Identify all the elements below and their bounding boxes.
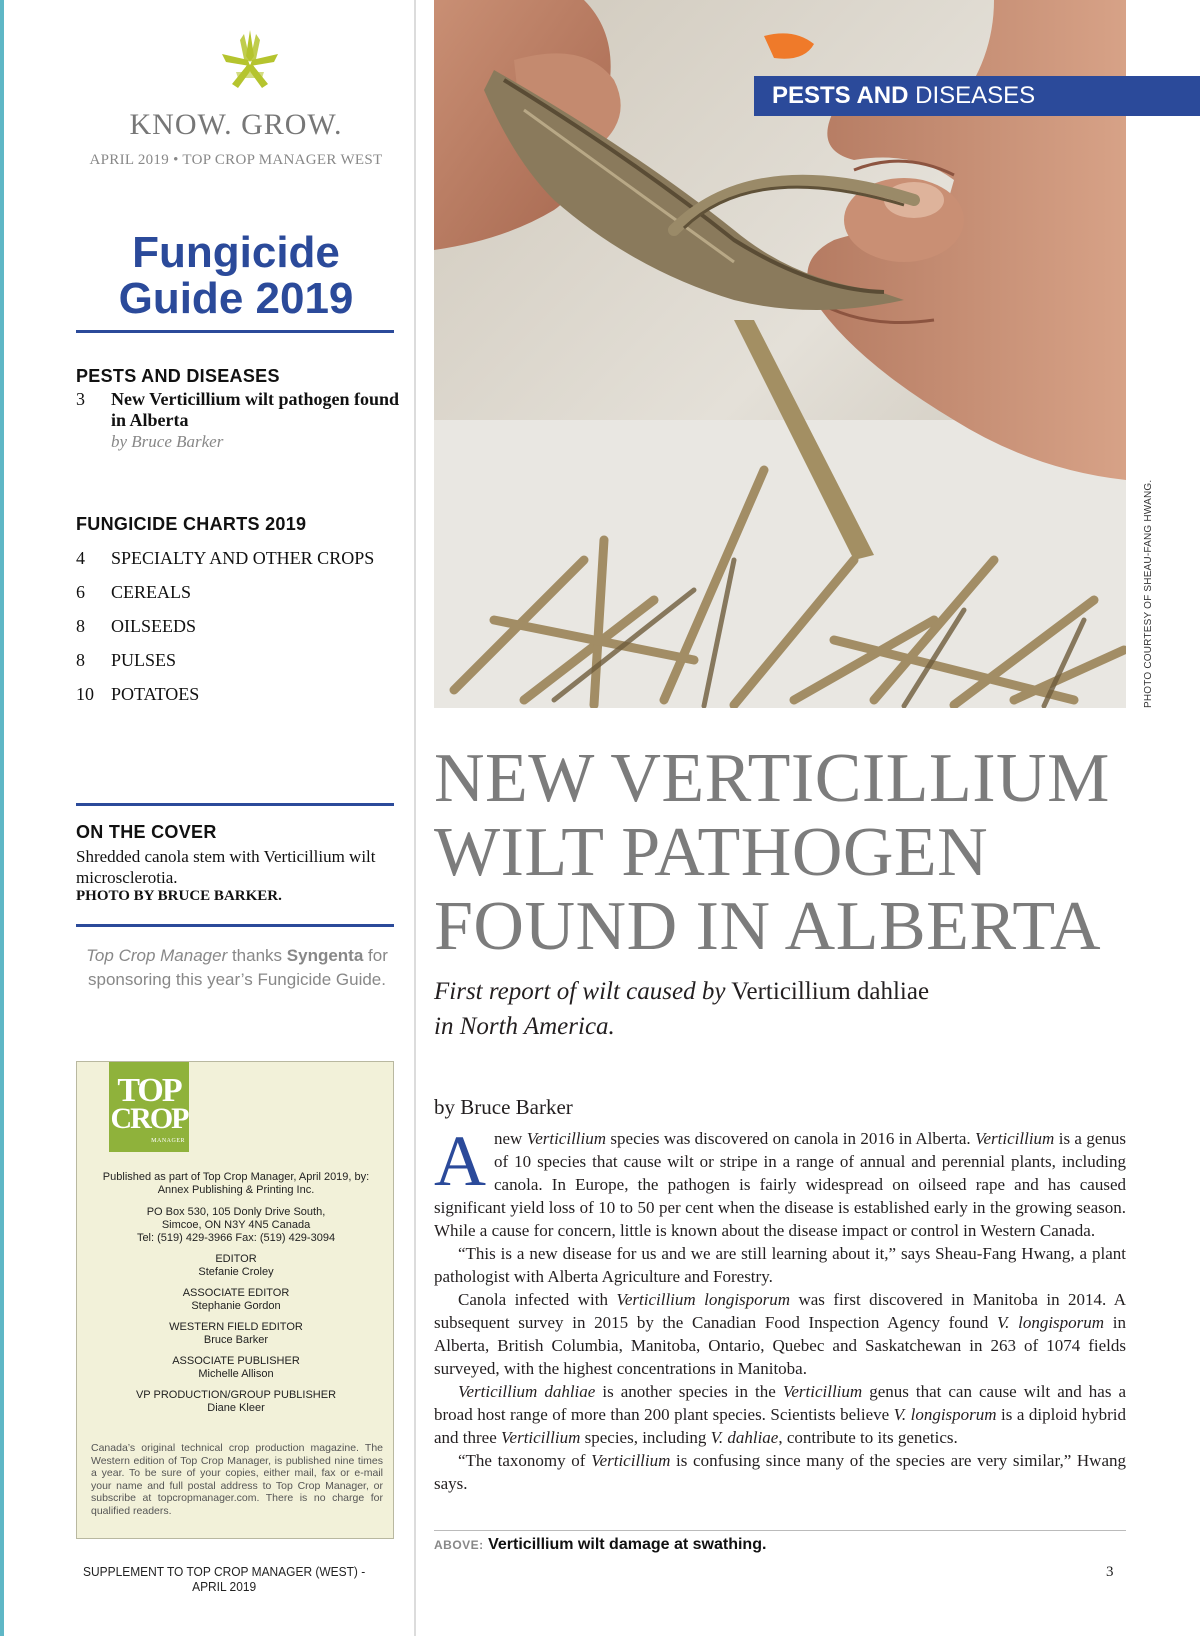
caption-text: Verticillium wilt damage at swathing. (483, 1536, 767, 1553)
staff-name: Stefanie Croley (198, 1266, 274, 1278)
p1-text-2: species was discovered on canola in 2016 in Alberta. (606, 1129, 976, 1148)
p4-text-5: , contribute to its genetics. (778, 1428, 958, 1447)
p1-text-1: new (494, 1129, 527, 1148)
wheat-star-logo-icon (214, 26, 286, 98)
p4-italic-1: Verticillium dahliae (458, 1382, 596, 1401)
p4-italic-3: V. longisporum (893, 1405, 997, 1424)
toc-page-number: 10 (76, 684, 94, 704)
toc-page-number: 8 (76, 616, 85, 636)
headline-line-3: FOUND IN ALBERTA (434, 888, 1102, 965)
caption-rule (434, 1530, 1126, 1531)
toc-chart-label: OILSEEDS (111, 616, 196, 636)
staff-role: ASSOCIATE PUBLISHER (172, 1355, 300, 1367)
caption-label: ABOVE: (434, 1538, 484, 1552)
p5-italic-1: Verticillium (591, 1451, 671, 1470)
guide-title-line2: Guide 2019 (118, 274, 354, 323)
staff-role: WESTERN FIELD EDITOR (169, 1321, 303, 1333)
page-number: 3 (1106, 1564, 1114, 1580)
p4-text-2: genus that can cause wilt and has a broad host range of more than 200 plant species. Scientists believe (434, 1382, 1126, 1424)
p4-text-1: is another species in the (595, 1382, 783, 1401)
deck-part-b: Verticillium dahliae (725, 978, 930, 1005)
headline-line-2: WILT PATHOGEN (434, 814, 989, 891)
p4-italic-4: Verticillium (501, 1428, 581, 1447)
section-tag-bold: PESTS AND (772, 82, 909, 109)
thanks-magazine: Top Crop Manager (86, 946, 228, 965)
p4-text-3: is a diploid hybrid and three (434, 1405, 1126, 1447)
deck-part-a: First report of wilt caused by (434, 978, 726, 1005)
sponsor-thanks (76, 944, 398, 992)
staff-name: Bruce Barker (203, 1334, 269, 1346)
toc-page-number: 4 (76, 548, 85, 568)
logo-crop: CROP (110, 1102, 188, 1135)
staff-entry (87, 1389, 385, 1415)
article-byline: by Bruce Barker (434, 1095, 573, 1119)
deck-part-c: in North America. (434, 1013, 615, 1040)
paragraph-2: “This is a new disease for us and we are still learning about it,” says Sheau-Fang Hwang, a plant pathologist with Alberta Agriculture and Forestry. (434, 1244, 1126, 1286)
staff-role: VP PRODUCTION/GROUP PUBLISHER (135, 1389, 337, 1401)
cover-credit: PHOTO BY BRUCE BARKER. (76, 888, 282, 904)
cover-rule-top (76, 803, 394, 806)
staff-name: Stephanie Gordon (191, 1300, 281, 1312)
masthead-box (76, 1061, 394, 1539)
pests-heading: PESTS AND DISEASES (76, 366, 280, 386)
staff-entry (87, 1355, 385, 1381)
paragraph-1 (434, 1121, 1127, 1242)
tagline: KNOW. GROW. (129, 108, 343, 141)
published-line-2: Annex Publishing & Printing Inc. (157, 1184, 315, 1196)
toc-article-title: New Verticillium wilt pathogen found in Alberta (111, 389, 400, 430)
staff-name: Michelle Allison (198, 1368, 274, 1380)
staff-role: ASSOCIATE EDITOR (182, 1287, 290, 1299)
p3-text-1: Canola infected with (458, 1290, 617, 1309)
thanks-text-a: thanks (227, 946, 287, 965)
p5-text-1: “The taxonomy of (458, 1451, 592, 1470)
toc-page-number: 3 (76, 389, 85, 409)
toc-chart-label: POTATOES (111, 684, 200, 704)
paragraph-3 (434, 1288, 1126, 1380)
staff-entry (87, 1321, 385, 1347)
p1-italic-1: Verticillium (526, 1129, 607, 1148)
section-tag (754, 76, 1200, 116)
p3-italic-2: V. longisporum (996, 1313, 1105, 1332)
masthead-fine-print: Canada’s original technical crop production magazine. The Western edition of Top Crop Manager, is published nine times a year. To be sure of your copies, either mail, fax or e-mail your name and full postal address to Top Crop Manager, or subscribe at topcropmanager.com. There is no charge for qualified readers. (91, 1442, 383, 1517)
toc-page-number: 8 (76, 650, 85, 670)
title-rule (76, 330, 394, 333)
paragraph-5 (434, 1449, 1126, 1495)
supplement-footer: SUPPLEMENT TO TOP CROP MANAGER (WEST) - APRIL 2019 (83, 1564, 366, 1594)
column-divider (414, 0, 416, 1636)
staff-name: Diane Kleer (207, 1402, 265, 1414)
cover-text: Shredded canola stem with Verticillium wilt microsclerotia. (76, 847, 376, 887)
published-line-1: Published as part of Top Crop Manager, April 2019, by: (102, 1171, 370, 1183)
toc-article-byline: by Bruce Barker (111, 432, 224, 451)
logo-top: TOP (117, 1072, 181, 1109)
top-crop-manager-logo (109, 1062, 189, 1152)
photo-credit: PHOTO COURTESY OF SHEAU-FANG HWANG. (1143, 479, 1154, 708)
toc-chart-label: CEREALS (111, 582, 192, 602)
toc-chart-label: SPECIALTY AND OTHER CROPS (111, 548, 375, 568)
section-tag-rest: DISEASES (908, 82, 1036, 109)
paragraph-4 (434, 1380, 1126, 1449)
p4-italic-2: Verticillium (782, 1382, 863, 1401)
staff-entry (87, 1253, 385, 1279)
cover-rule-bottom (76, 924, 394, 927)
address-line-1: PO Box 530, 105 Donly Drive South, (146, 1206, 326, 1218)
cover-heading: ON THE COVER (76, 822, 217, 842)
p5-text-2: is confusing since many of the species are very similar,” Hwang says. (434, 1451, 1126, 1493)
p1-text-3: is a genus of 10 species that cause wilt or stripe in a range of annual and perennial plants, including canola. In Europe, the pathogen is fairly widespread on oilseed rape and has caused significant yield loss of 10 to 50 per cent when the disease is established early in the growing season. While a cause for concern, little is known about the disease impact or control in Western Canada. (434, 1129, 1127, 1240)
drop-cap: A (434, 1121, 486, 1201)
guide-title (76, 230, 396, 322)
thanks-sponsor: Syngenta (286, 946, 364, 965)
staff-entry (87, 1287, 385, 1313)
address-line-3: Tel: (519) 429-3966 Fax: (519) 429-3094 (136, 1232, 336, 1244)
p3-italic-1: Verticillium longisporum (616, 1290, 791, 1309)
logo-manager: MANAGER (151, 1138, 185, 1144)
headline-line-1: NEW VERTICILLIUM (434, 740, 1110, 817)
guide-title-line1: Fungicide (132, 228, 340, 277)
page-edge-strip (0, 0, 4, 1636)
article-deck (434, 974, 1134, 1044)
toc-chart-label: PULSES (111, 650, 177, 670)
p4-text-4: species, including (580, 1428, 711, 1447)
article-body (434, 1121, 1127, 1495)
p3-text-2: was first discovered in Manitoba in 2014. A subsequent survey in 2015 by the Canadian Food Inspection Agency found (434, 1290, 1127, 1332)
p3-text-3: in Alberta, British Columbia, Manitoba, Ontario, Quebec and Saskatchewan in 263 of 1074 fields surveyed, with the highest concentrations in Manitoba. (434, 1313, 1126, 1378)
issue-line: APRIL 2019 • TOP CROP MANAGER WEST (89, 152, 383, 168)
staff-role: EDITOR (215, 1253, 257, 1265)
article-headline (434, 742, 1134, 964)
publisher-address (87, 1206, 385, 1245)
p1-italic-2: Verticillium (975, 1129, 1055, 1148)
thanks-text-b: for sponsoring this year’s Fungicide Guide. (88, 946, 388, 989)
toc-page-number: 6 (76, 582, 85, 602)
p4-italic-5: V. dahliae (710, 1428, 779, 1447)
charts-heading: FUNGICIDE CHARTS 2019 (76, 514, 307, 534)
address-line-2: Simcoe, ON N3Y 4N5 Canada (161, 1219, 311, 1231)
photo-caption (434, 1536, 766, 1554)
published-by (87, 1171, 385, 1197)
